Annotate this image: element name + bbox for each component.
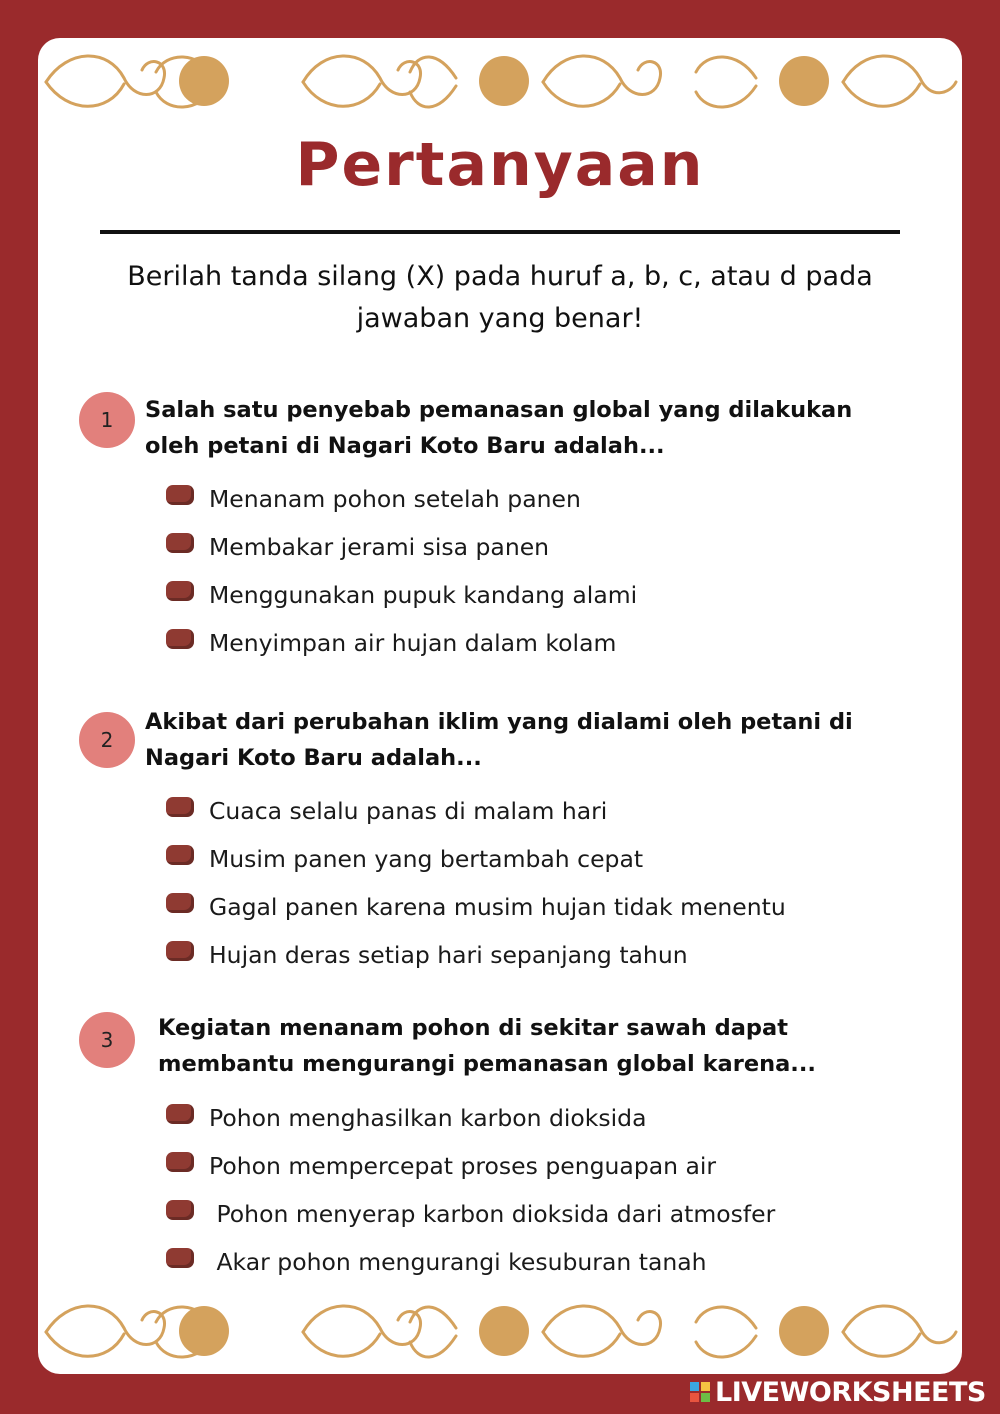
instruction-text: Berilah tanda silang (X) pada huruf a, b, c, atau d pada jawaban yang benar! <box>127 261 873 334</box>
page-title: Pertanyaan <box>295 130 705 200</box>
question-number-1: 1 <box>79 392 135 448</box>
option-2d[interactable]: Hujan deras setiap hari sepanjang tahun <box>166 938 688 972</box>
question-text-3: Kegiatan menanam pohon di sekitar sawah dapat membantu mengurangi pemanasan global karena... <box>158 1015 816 1077</box>
ornament-disc <box>479 56 529 106</box>
option-3b[interactable]: Pohon mempercepat proses penguapan air <box>166 1149 716 1183</box>
option-3a[interactable]: Pohon menghasilkan karbon dioksida <box>166 1101 647 1135</box>
logo-blocks-icon <box>690 1382 710 1402</box>
bullet-icon <box>166 1200 194 1220</box>
bullet-icon <box>166 533 194 553</box>
ornament-border-top <box>38 38 962 124</box>
question-text-2: Akibat dari perubahan iklim yang dialami oleh petani di Nagari Koto Baru adalah... <box>145 709 853 771</box>
logo-text: LIVEWORKSHEETS <box>715 1376 986 1408</box>
option-1b[interactable]: Membakar jerami sisa panen <box>166 530 549 564</box>
option-1d[interactable]: Menyimpan air hujan dalam kolam <box>166 626 616 660</box>
ornament-disc <box>179 1306 229 1356</box>
ornament-disc <box>779 56 829 106</box>
option-1c[interactable]: Menggunakan pupuk kandang alami <box>166 578 637 612</box>
title-divider <box>100 230 900 234</box>
option-1a[interactable]: Menanam pohon setelah panen <box>166 482 581 516</box>
bullet-icon <box>166 1248 194 1268</box>
ornament-disc <box>479 1306 529 1356</box>
bullet-icon <box>166 893 194 913</box>
liveworksheets-logo[interactable] <box>690 1378 986 1406</box>
worksheet-page <box>38 38 962 1374</box>
bullet-icon <box>166 1104 194 1124</box>
ornament-disc <box>179 56 229 106</box>
bullet-icon <box>166 941 194 961</box>
option-3c[interactable]: Pohon menyerap karbon dioksida dari atmosfer <box>166 1197 775 1231</box>
question-number-2: 2 <box>79 712 135 768</box>
option-2b[interactable]: Musim panen yang bertambah cepat <box>166 842 643 876</box>
bullet-icon <box>166 629 194 649</box>
option-2a[interactable]: Cuaca selalu panas di malam hari <box>166 794 607 828</box>
ornament-border-bottom <box>38 1288 962 1374</box>
bullet-icon <box>166 1152 194 1172</box>
option-2c[interactable]: Gagal panen karena musim hujan tidak menentu <box>166 890 786 924</box>
option-3d[interactable]: Akar pohon mengurangi kesuburan tanah <box>166 1245 707 1279</box>
bullet-icon <box>166 797 194 817</box>
question-text-1: Salah satu penyebab pemanasan global yang dilakukan oleh petani di Nagari Koto Baru adalah... <box>145 397 853 459</box>
bullet-icon <box>166 845 194 865</box>
ornament-disc <box>779 1306 829 1356</box>
bullet-icon <box>166 581 194 601</box>
question-number-3: 3 <box>79 1012 135 1068</box>
bullet-icon <box>166 485 194 505</box>
